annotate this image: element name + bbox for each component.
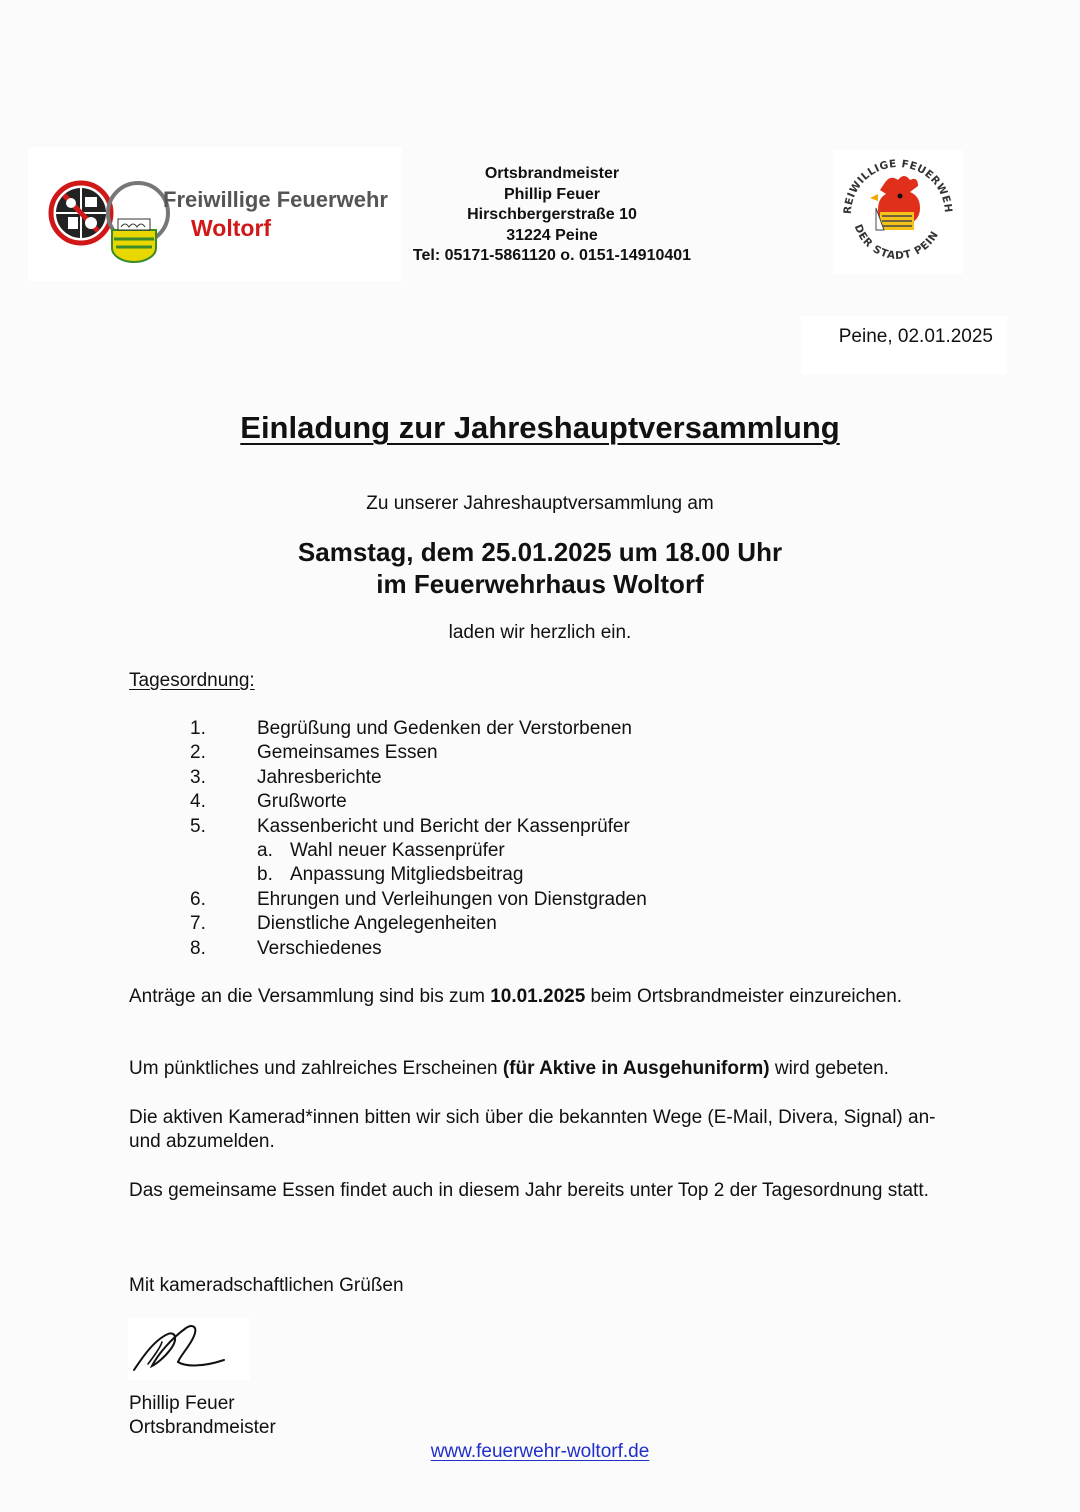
handwritten-signature [128,1318,250,1380]
agenda-item-text: Gemeinsames Essen [257,742,438,764]
fire-brigade-logo-woltorf [28,147,402,281]
deadline-text-before: Anträge an die Versammlung sind bis zum [129,986,491,1007]
agenda-item-text: Grußworte [257,791,347,813]
registration-paragraph: Die aktiven Kamerad*innen bitten wir sich über die bekannten Wege (E-Mail, Divera, Signal) an- und abzumelden. [129,1107,936,1153]
agenda-item-text: Verschiedenes [257,937,382,959]
agenda-item-number: 3. [190,766,206,788]
document-title: Einladung zur Jahreshauptversammlung [240,410,840,445]
fire-department-emblem-icon [28,147,402,281]
peine-fire-brigade-seal [834,150,963,274]
dinner-paragraph: Das gemeinsame Essen findet auch in diesem Jahr bereits unter Top 2 der Tagesordnung statt. [129,1180,929,1201]
event-highlight [0,536,1080,600]
brand-town: Woltorf [191,215,272,241]
intro-text: Zu unserer Jahreshauptversammlung am [366,493,714,514]
agenda-item-text: Kassenbericht und Bericht der Kassenprüfer [257,815,630,837]
deadline-date: 10.01.2025 [490,986,586,1007]
agenda-subitem-text: Anpassung Mitgliedsbeitrag [290,864,524,886]
letter-date: Peine, 02.01.2025 [838,326,993,347]
agenda-item-number: 7. [190,913,206,935]
contact-role: Ortsbrandmeister [484,165,620,182]
agenda-item-text: Ehrungen und Verleihungen von Dienstgraden [257,888,647,910]
agenda-heading: Tagesordnung: [129,670,255,691]
agenda-item-text: Begrüßung und Gedenken der Verstorbenen [257,718,632,739]
agenda-subitem-letter: b. [257,864,273,886]
signer-block [129,1392,276,1441]
event-location: im Feuerwehrhaus Woltorf [376,569,704,599]
deadline-text-after: beim Ortsbrandmeister einzureichen. [585,986,903,1007]
contact-street: Hirschbergerstraße 10 [467,206,637,223]
agenda-subitem-letter: a. [257,839,273,861]
contact-phone: Tel: 05171-5861120 o. 0151-14910401 [412,247,692,264]
attendance-text-after: wird gebeten. [769,1058,889,1079]
contact-city: 31224 Peine [506,226,598,244]
date-box [801,316,1007,374]
agenda-item-number: 6. [190,888,206,910]
deadline-paragraph [129,985,959,1009]
event-date-time: Samstag, dem 25.01.2025 um 18.00 Uhr [297,537,783,567]
seal-bottom-text: DER STADT PEIN [851,222,942,263]
sender-contact-block [382,164,722,267]
agenda-item-number: 2. [190,742,206,764]
invite-text: laden wir herzlich ein. [448,622,632,643]
agenda-subitem-text: Wahl neuer Kassenprüfer [290,839,505,861]
agenda-item-number: 5. [190,815,206,837]
dress-code-note: (für Aktive in Ausgehuniform) [502,1058,770,1079]
rooster-seal-icon [834,150,963,274]
signer-role: Ortsbrandmeister [129,1417,276,1439]
agenda-item-number: 8. [190,937,206,959]
signature-icon [128,1318,250,1380]
agenda-item-text: Dienstliche Angelegenheiten [257,913,497,935]
brand-name: Freiwillige Feuerwehr [163,187,388,212]
contact-name: Phillip Feuer [503,185,600,203]
agenda-item-number: 4. [190,791,206,813]
signer-name: Phillip Feuer [129,1393,235,1414]
website-link[interactable]: www.feuerwehr-woltorf.de [430,1441,650,1462]
attendance-paragraph [129,1057,959,1081]
attendance-text-before: Um pünktliches und zahlreiches Erscheinen [129,1058,503,1079]
seal-top-text: REIWILLIGE FEUERWEH [841,157,955,215]
agenda-item-number: 1. [190,718,206,739]
agenda-item-text: Jahresberichte [257,766,382,788]
closing-salutation: Mit kameradschaftlichen Grüßen [129,1275,404,1296]
